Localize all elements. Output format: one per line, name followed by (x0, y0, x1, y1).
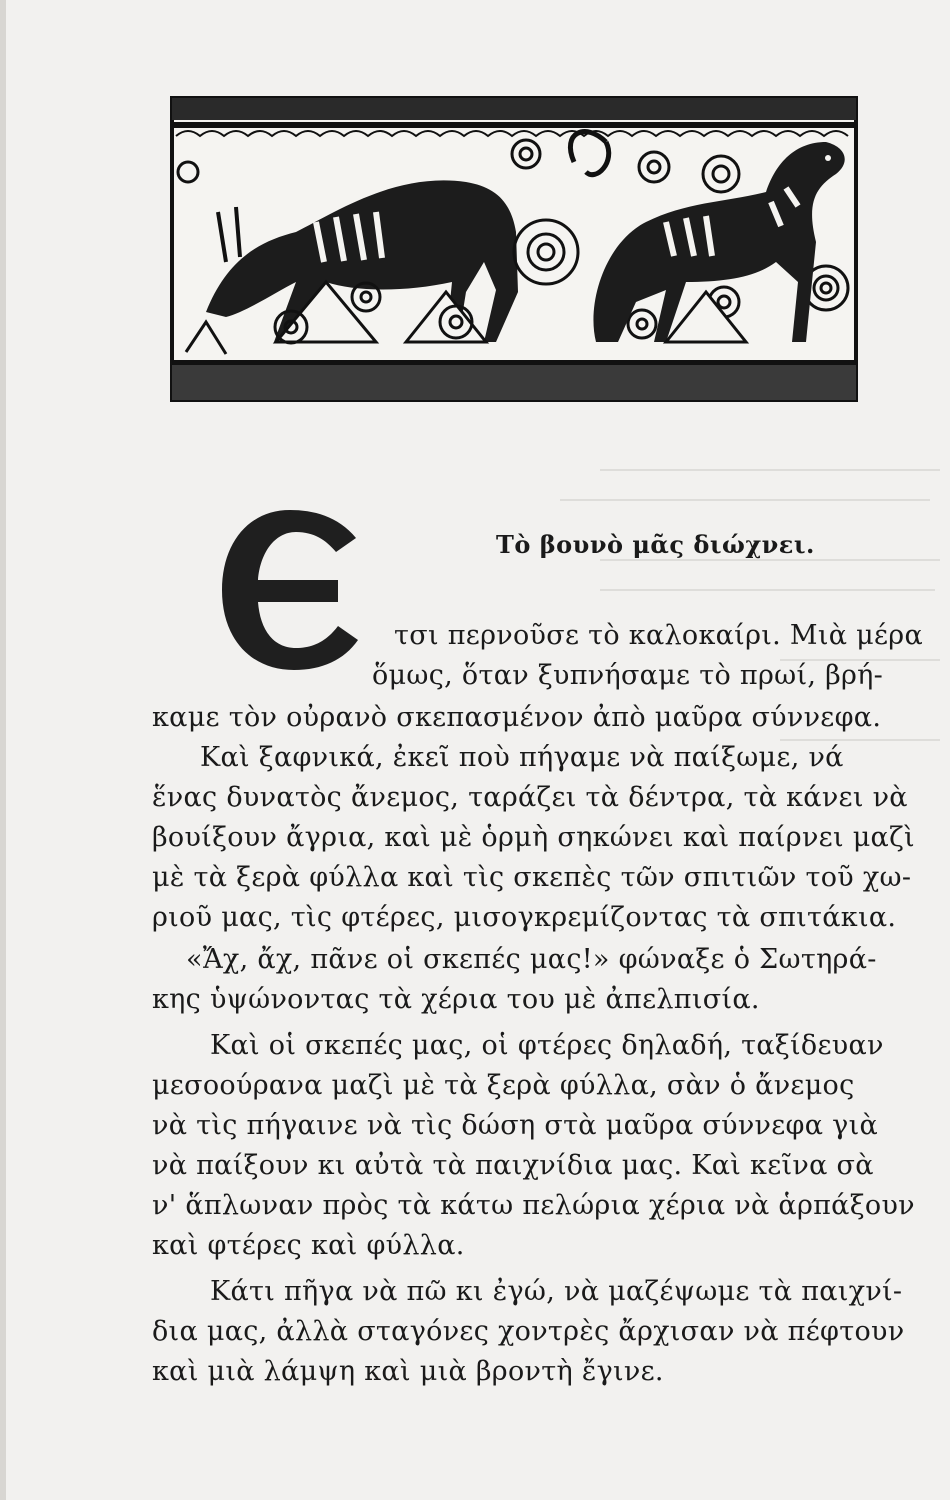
dropcap-letter (218, 510, 366, 670)
text-line: νὰ παίξουν κι αὐτὰ τὰ παιχνίδια μας. Καὶ κεῖνα σὰ (152, 1150, 874, 1181)
text-line: κης ὑψώνοντας τὰ χέρια του μὲ ἀπελπισία. (152, 984, 760, 1015)
text-line: μὲ τὰ ξερὰ φύλλα καὶ τὶς σκεπὲς τῶν σπιτιῶν τοῦ χω- (152, 862, 912, 893)
text-line: τσι περνοῦσε τὸ καλοκαίρι. Μιὰ μέρα (394, 620, 923, 651)
text-line: ν' ἅπλωναν πρὸς τὰ κάτω πελώρια χέρια νὰ ἁρπάξουν (152, 1190, 915, 1221)
text-line: νὰ τὶς πήγαινε νὰ τὶς δώση στὰ μαῦρα σύννεφα γιὰ (152, 1110, 879, 1141)
text-line: ἕνας δυνατὸς ἄνεμος, ταράζει τὰ δέντρα, τὰ κάνει νὰ (152, 782, 908, 813)
goat-and-feline-frieze-icon (166, 92, 862, 410)
text-line: καὶ φτέρες καὶ φύλλα. (152, 1230, 465, 1261)
text-line: βουίξουν ἄγρια, καὶ μὲ ὁρμὴ σηκώνει καὶ παίρνει μαζὶ (152, 822, 915, 853)
text-line: δια μας, ἀλλὰ σταγόνες χοντρὲς ἄρχισαν νὰ πέφτουν (152, 1316, 905, 1347)
text-line: Καὶ οἱ σκεπές μας, οἱ φτέρες δηλαδή, ταξίδευαν (210, 1030, 884, 1061)
chapter-heading: Τὸ βουνὸ μᾶς διώχνει. (496, 530, 815, 559)
animal-frieze-illustration (166, 92, 862, 410)
text-line: ὅμως, ὅταν ξυπνήσαμε τὸ πρωί, βρή- (372, 660, 884, 691)
text-line: «Ἄχ, ἄχ, πᾶνε οἱ σκεπές μας!» φώναξε ὁ Σωτηρά- (186, 944, 877, 975)
text-line: μεσοούρανα μαζὶ μὲ τὰ ξερὰ φύλλα, σὰν ὁ ἄνεμος (152, 1070, 855, 1101)
text-line: Κάτι πῆγα νὰ πῶ κι ἐγώ, νὰ μαζέψωμε τὰ παιχνί- (210, 1276, 903, 1307)
text-line: καμε τὸν οὐρανὸ σκεπασμένον ἀπὸ μαῦρα σύννεφα. (152, 702, 882, 733)
text-line: Καὶ ξαφνικά, ἐκεῖ ποὺ πήγαμε νὰ παίξωμε, νά (200, 742, 844, 773)
text-line: ριοῦ μας, τὶς φτέρες, μισογκρεμίζοντας τὰ σπιτάκια. (152, 902, 897, 933)
text-line: καὶ μιὰ λάμψη καὶ μιὰ βροντὴ ἔγινε. (152, 1356, 664, 1387)
